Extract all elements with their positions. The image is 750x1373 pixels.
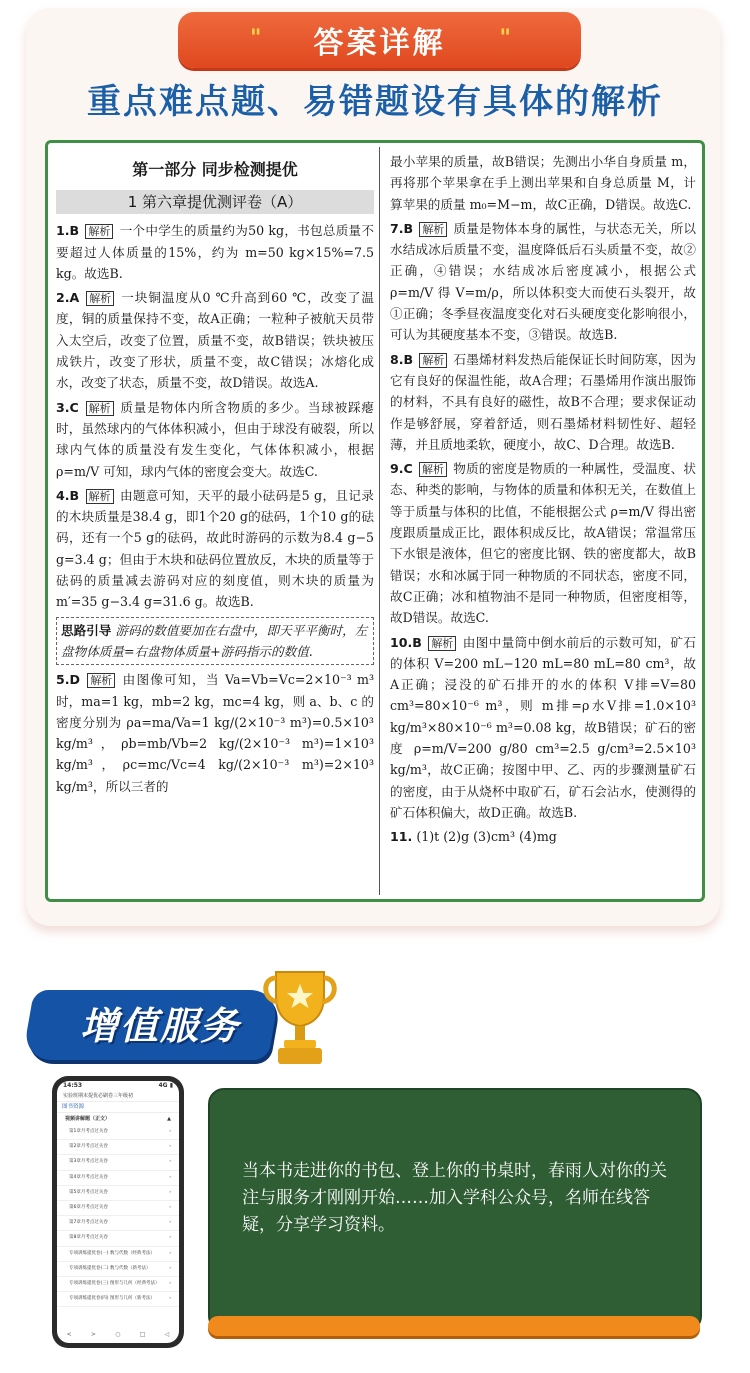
list-item-label: 第3章月考点过关卷 [69, 1159, 108, 1165]
list-item-label: 专项训练提优卷(四) 图形与几何（新考法） [69, 1296, 155, 1302]
answer-item [56, 669, 374, 797]
item-text: 一块铜温度从0 ℃升高到60 ℃，改变了温度，铜的质量保持不变，故A正确；一粒种子被航天员带入太空后，改变了位置，质量不变，故B错误；铁块被压成铁片，改变了形状，质量不变，故C错误；冰熔化成水，改变了状态，质量不变，故D错误。故选A. [56, 290, 374, 391]
section-title: 第一部分 同步检测提优 [132, 160, 298, 179]
chevron-right-icon: › [169, 1250, 171, 1256]
list-item[interactable] [57, 1125, 179, 1140]
answer-item [390, 632, 696, 824]
analysis-tag: 解析 [419, 222, 447, 237]
chevron-right-icon: › [169, 1174, 171, 1180]
list-item-label: 第8章月考点过关卷 [69, 1235, 108, 1241]
phone-nav-bar [57, 1331, 179, 1341]
item-number: 3.C [56, 399, 79, 415]
left-column [56, 149, 374, 800]
analysis-tag: 解析 [428, 636, 456, 651]
list-item-label: 专项训练提优卷(二) 数与代数（新考法） [69, 1265, 151, 1271]
right-column [390, 151, 696, 851]
item-number: 9.C [390, 461, 413, 477]
analysis-tag: 解析 [86, 489, 114, 504]
phone-screen [57, 1081, 179, 1343]
phone-app-title: 实验班期末提优必刷卷三年级初 [57, 1091, 179, 1102]
item-text: 一个中学生的质量约为50 kg，书包总质量不要超过人体质量的15%，约为 m=50 kg×15%=7.5 kg。故选B. [56, 223, 374, 281]
list-item[interactable] [57, 1216, 179, 1231]
item-number: 5.D [56, 672, 81, 688]
chalkboard-shelf [208, 1316, 700, 1336]
item-number: 10.B [390, 634, 422, 650]
phone-time: 14:53 [63, 1082, 83, 1089]
item-text: 由图中量筒中倒水前后的示数可知，矿石的体积 V=200 mL−120 mL=80 mL=80 cm³，故A正确；浸没的矿石排开的水的体积 V排=V=80 cm³=80×10⁻⁶ m³，则 m排=ρ水V排=1.0×10³ kg/m³×80×10⁻⁶ m³=0.08 kg，故B错误；矿石的密度 ρ=m/V=200 g/80 cm³=2.5 g/cm³=2.5×10³ kg/m³，故C正确；按图中甲、乙、丙的步骤测量矿石的密度，由于从烧杯中取矿石，矿石会沾水，使测得的矿石体积偏大，故D正确。故选B. [390, 634, 696, 820]
chevron-right-icon: › [169, 1129, 171, 1134]
item-text: (1)t (2)g (3)cm³ (4)mg [416, 829, 557, 845]
banner-title: 答案详解 [313, 26, 446, 61]
tip-text: 游码的数值要加在右盘中，即天平平衡时，左盘物体质量=右盘物体质量+游码指示的数值. [61, 622, 368, 659]
list-item-label: 第7章月考点过关卷 [69, 1220, 108, 1226]
list-item-label: 第6章月考点过关卷 [69, 1204, 108, 1210]
quote-right-icon: " [499, 26, 509, 51]
answer-item [390, 826, 696, 847]
list-item[interactable] [57, 1231, 179, 1246]
list-item-label: 第4章月考点过关卷 [69, 1174, 108, 1180]
list-item-label: 专项训练提优卷(三) 图形与几何（经典考法） [69, 1280, 160, 1286]
chevron-right-icon: › [169, 1296, 171, 1302]
item-text: 质量是物体内所含物质的多少。当球被踩瘪时，虽然球内的气体体积减小，但由于球没有破裂，所以球内气体的质量没有发生变化，气体体积减小，根据 ρ=m/V 可知，球内气体的密度会变大。故选C. [56, 399, 375, 479]
phone-resources-tab[interactable]: 图书资源 [57, 1102, 179, 1113]
item-text: 由题意可知，天平的最小砝码是5 g，且记录的木块质量是38.4 g，即1个20 g的砝码，1个10 g的砝码，还有一个5 g的砝码，故此时游码的示数为8.4 g−5 g=3.4 g；但由于木块和砝码位置放反，木块的质量等于砝码的质量减去游码对应的刻度值，则木块的质量为 m′=35 g−3.4 g=31.6 g。故选B. [56, 487, 374, 610]
quote-left-icon: " [250, 26, 260, 51]
phone-mockup [52, 1076, 184, 1348]
headline: 重点难点题、易错题设有具体的解析 [87, 82, 663, 122]
list-item[interactable] [57, 1155, 179, 1170]
vas-title: 增值服务 [79, 1004, 240, 1048]
list-item[interactable] [57, 1140, 179, 1155]
chevron-right-icon: › [169, 1220, 171, 1226]
answer-item [56, 397, 374, 482]
item-number: 11. [390, 829, 413, 845]
answer-sheet [45, 140, 705, 902]
list-item[interactable] [57, 1292, 179, 1307]
list-item-label: 第2章月考点过关卷 [69, 1144, 108, 1150]
trophy-icon [258, 962, 342, 1070]
phone-signal: 4G ▮ [158, 1082, 173, 1089]
list-item[interactable] [57, 1186, 179, 1201]
analysis-tag: 解析 [419, 353, 447, 368]
chevron-right-icon: › [169, 1144, 171, 1150]
answer-item [390, 458, 696, 628]
answer-item [390, 349, 696, 455]
continued-text: 最小苹果的质量，故B错误；先测出小华自身质量 m，再将那个苹果拿在手上测出苹果和自身总质量 M，计算苹果的质量 m₀=M−m，故C正确，D错误。故选C. [390, 154, 696, 212]
list-item[interactable] [57, 1171, 179, 1186]
item-text: 物质的密度是物质的一种属性，受温度、状态、种类的影响，与物体的质量和体积无关，在数值上等于质量与体积的比值，不能根据公式 ρ=m/V 得出密度跟质量成正比，跟体积成反比，故A错误；常温常压下水银是液体，但它的密度比钢、铁的密度都大，故B错误；水和冰属于同一种物质的不同状态，密度不同，故C正确；冰和植物油不是同一种物质，但密度相等，故D错误。故选C. [390, 461, 696, 626]
analysis-tag: 解析 [86, 291, 114, 306]
phone-group-label: 视频讲解题（正文） [65, 1116, 111, 1122]
chapter-bar: 1 第六章提优测评卷（A） [56, 190, 374, 214]
analysis-tag: 解析 [87, 673, 115, 688]
tip-box [56, 617, 374, 666]
item-number: 1.B [56, 223, 80, 239]
tip-label: 思路引导 [61, 622, 112, 638]
item-number: 4.B [56, 487, 80, 503]
chevron-right-icon: › [169, 1265, 171, 1271]
list-item-label: 第5章月考点过关卷 [69, 1189, 108, 1195]
phone-group-header[interactable] [57, 1113, 179, 1125]
recents-icon[interactable]: □ [139, 1331, 146, 1338]
answer-item [390, 218, 696, 346]
list-item-label: 专项训练提优卷(一) 数与代数（经典考法） [69, 1250, 155, 1256]
forward-icon[interactable]: > [90, 1331, 96, 1338]
answer-item [56, 220, 374, 284]
column-divider [379, 147, 380, 895]
chevron-right-icon: › [169, 1159, 171, 1165]
chevron-right-icon: › [169, 1235, 171, 1241]
system-back-icon[interactable]: ◁ [164, 1331, 170, 1338]
item-text: 由图像可知，当 Va=Vb=Vc=2×10⁻³ m³ 时，ma=1 kg，mb=2 kg，mc=4 kg，则 a、b、c 的密度分别为 ρa=ma/Va=1 kg/(2×10⁻³ m³)=0.5×10³ kg/m³，ρb=mb/Vb=2 kg/(2×10⁻³ m³)=1×10³ kg/m³，ρc=mc/Vc=4 kg/(2×10⁻³ m³)=2×10³ kg/m³，所以三者的 [56, 672, 374, 794]
list-item[interactable] [57, 1201, 179, 1216]
phone-status-bar [57, 1081, 179, 1091]
answer-item [56, 485, 374, 613]
chevron-right-icon: › [169, 1204, 171, 1210]
list-item[interactable] [57, 1262, 179, 1277]
analysis-tag: 解析 [419, 462, 447, 477]
list-item[interactable] [57, 1247, 179, 1262]
answer-banner [178, 12, 581, 68]
item-number: 8.B [390, 351, 414, 367]
item-text: 质量是物体本身的属性，与状态无关，所以水结成冰后质量不变，温度降低后石头质量不变，故②正确，④错误；水结成冰后密度减小，根据公式 ρ=m/V 得 V=m/ρ，所以体积变大而使石头裂开，故①正确；冬季昼夜温度变化对石头硬度变化影响很小，可认为其硬度基本不变，③错误。故选B. [390, 220, 696, 343]
home-icon[interactable]: ○ [115, 1331, 121, 1338]
chevron-right-icon: › [169, 1189, 171, 1195]
item-number: 7.B [390, 220, 414, 236]
analysis-tag: 解析 [85, 224, 113, 239]
analysis-tag: 解析 [86, 401, 114, 416]
list-item-label: 第1章月考点过关卷 [69, 1129, 108, 1134]
back-icon[interactable]: < [66, 1331, 72, 1338]
item-number: 2.A [56, 290, 80, 306]
chevron-up-icon: ▲ [167, 1116, 171, 1122]
answer-item [56, 287, 374, 393]
list-item[interactable] [57, 1277, 179, 1292]
item-text: 石墨烯材料发热后能保证长时间防寒，因为它有良好的保温性能，故A合理；石墨烯用作演出服饰的材料，不具有良好的磁性，故B不合理；要求保证动作是够舒展，穿着舒适，则石墨烯材料韧性好、超轻薄，并且质地柔软，硬度小，故C、D合理。故选B. [390, 351, 696, 452]
chalkboard-text: 当本书走进你的书包、登上你的书桌时，春雨人对你的关注与服务才刚刚开始……加入学科公众号，名师在线答疑，分享学习资料。 [242, 1161, 667, 1235]
chevron-right-icon: › [169, 1280, 171, 1286]
